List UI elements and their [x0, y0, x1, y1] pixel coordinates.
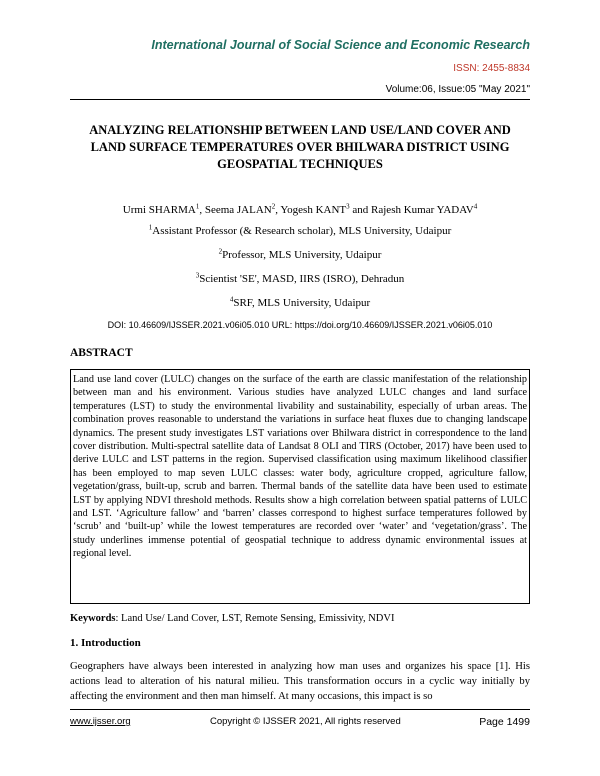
keywords-text: : Land Use/ Land Cover, LST, Remote Sensing, Emissivity, NDVI	[115, 613, 395, 624]
header-divider	[70, 99, 530, 100]
author-superscript: 1	[195, 202, 200, 211]
affiliation-text: SRF, MLS University, Udaipur	[233, 297, 371, 309]
author-name: Urmi SHARMA	[122, 204, 196, 216]
author-superscript: 2	[271, 202, 276, 211]
issn-label: ISSN: 2455-8834	[453, 63, 530, 74]
paper-title: ANALYZING RELATIONSHIP BETWEEN LAND USE/LAND COVER AND LAND SURFACE TEMPERATURES OVER BHILWARA DISTRICT USING GEOSPATIAL TECHNIQUES	[89, 123, 511, 171]
affiliation-2	[70, 249, 530, 261]
affiliation-1	[70, 225, 530, 237]
author-separator: ,	[275, 204, 281, 216]
author-list	[70, 204, 530, 216]
abstract-box	[70, 369, 530, 604]
footer-divider	[70, 709, 530, 710]
author-name: Rajesh Kumar YADAV	[371, 204, 474, 216]
page-number: Page 1499	[479, 716, 530, 728]
journal-name: International Journal of Social Science and Economic Research	[151, 38, 530, 52]
affiliation-superscript: 1	[148, 223, 153, 232]
author-name: Seema JALAN	[204, 204, 272, 216]
affiliation-superscript: 4	[229, 295, 234, 304]
keywords-line	[70, 613, 530, 624]
author-separator: and	[349, 204, 372, 216]
doi-url-line: DOI: 10.46609/IJSSER.2021.v06i05.010 URL: https://doi.org/10.46609/IJSSER.2021.v06i05.010	[107, 320, 493, 330]
affiliation-4	[70, 297, 530, 309]
affiliation-superscript: 3	[195, 271, 200, 280]
author-superscript: 4	[473, 202, 478, 211]
author-superscript: 3	[346, 202, 350, 211]
abstract-heading: ABSTRACT	[70, 347, 133, 359]
author-separator: ,	[199, 204, 205, 216]
introduction-text: Geographers have always been interested in analyzing how man uses and organizes his space [1]. His actions lead to alteration of his natural milieu. This transformation occurs in a cyclic way initially by affecting the environment and then man himself. At many occasions, this impact is so	[70, 661, 530, 702]
affiliation-text: Scientist 'SE', MASD, IIRS (ISRO), Dehradun	[199, 273, 405, 285]
affiliation-text: Assistant Professor (& Research scholar), MLS University, Udaipur	[152, 225, 452, 237]
affiliation-superscript: 2	[218, 247, 223, 256]
volume-issue-label: Volume:06, Issue:05 "May 2021"	[385, 84, 530, 95]
author-name: Yogesh KANT	[280, 204, 347, 216]
section-heading: 1. Introduction	[70, 637, 141, 649]
copyright-text: Copyright © IJSSER 2021, All rights reserved	[210, 716, 401, 727]
abstract-text: Land use land cover (LULC) changes on the surface of the earth are classic manifestation of the relationship between man and his environment. Various studies have analyzed LULC changes and land surface temperatures (LST) to study the environmental livability and sustainability, especially of urban areas. The combination proves reasonable to understand the variations in surface heat fluxes due to changing landscape dynamics. The present study investigates LST variations over Bhilwara district in correspondence to the land cover distribution. Multi-spectral satellite data of Landsat 8 OLI and TIRS (October, 2017) have been used to derive LULC and LST patterns in the region. Supervised classification using maximum likelihood classifier has been employed to map seven LULC classes: water body, agriculture cropped, agriculture fallow, vegetation/grass, built-up, scrub and barren. Thermal bands of the satellite data have been used to estimate LST by applying NDVI threshold methods. Results show a high correlation between spatial patterns of LULC and LST. ‘Agriculture fallow’ and ‘barren’ classes correspond to highest surface temperatures followed by ‘scrub’ and ‘built-up’ while the lowest temperatures are recorded over ‘water’ and ‘vegetation/grass’. The study underlines immense potential of geospatial technique to address dynamic environmental issues at regional level.	[73, 374, 527, 560]
keywords-label: Keywords	[70, 613, 116, 624]
affiliation-3	[70, 273, 530, 285]
website-link[interactable]: www.ijsser.org	[70, 716, 131, 727]
affiliation-text: Professor, MLS University, Udaipur	[222, 249, 382, 261]
